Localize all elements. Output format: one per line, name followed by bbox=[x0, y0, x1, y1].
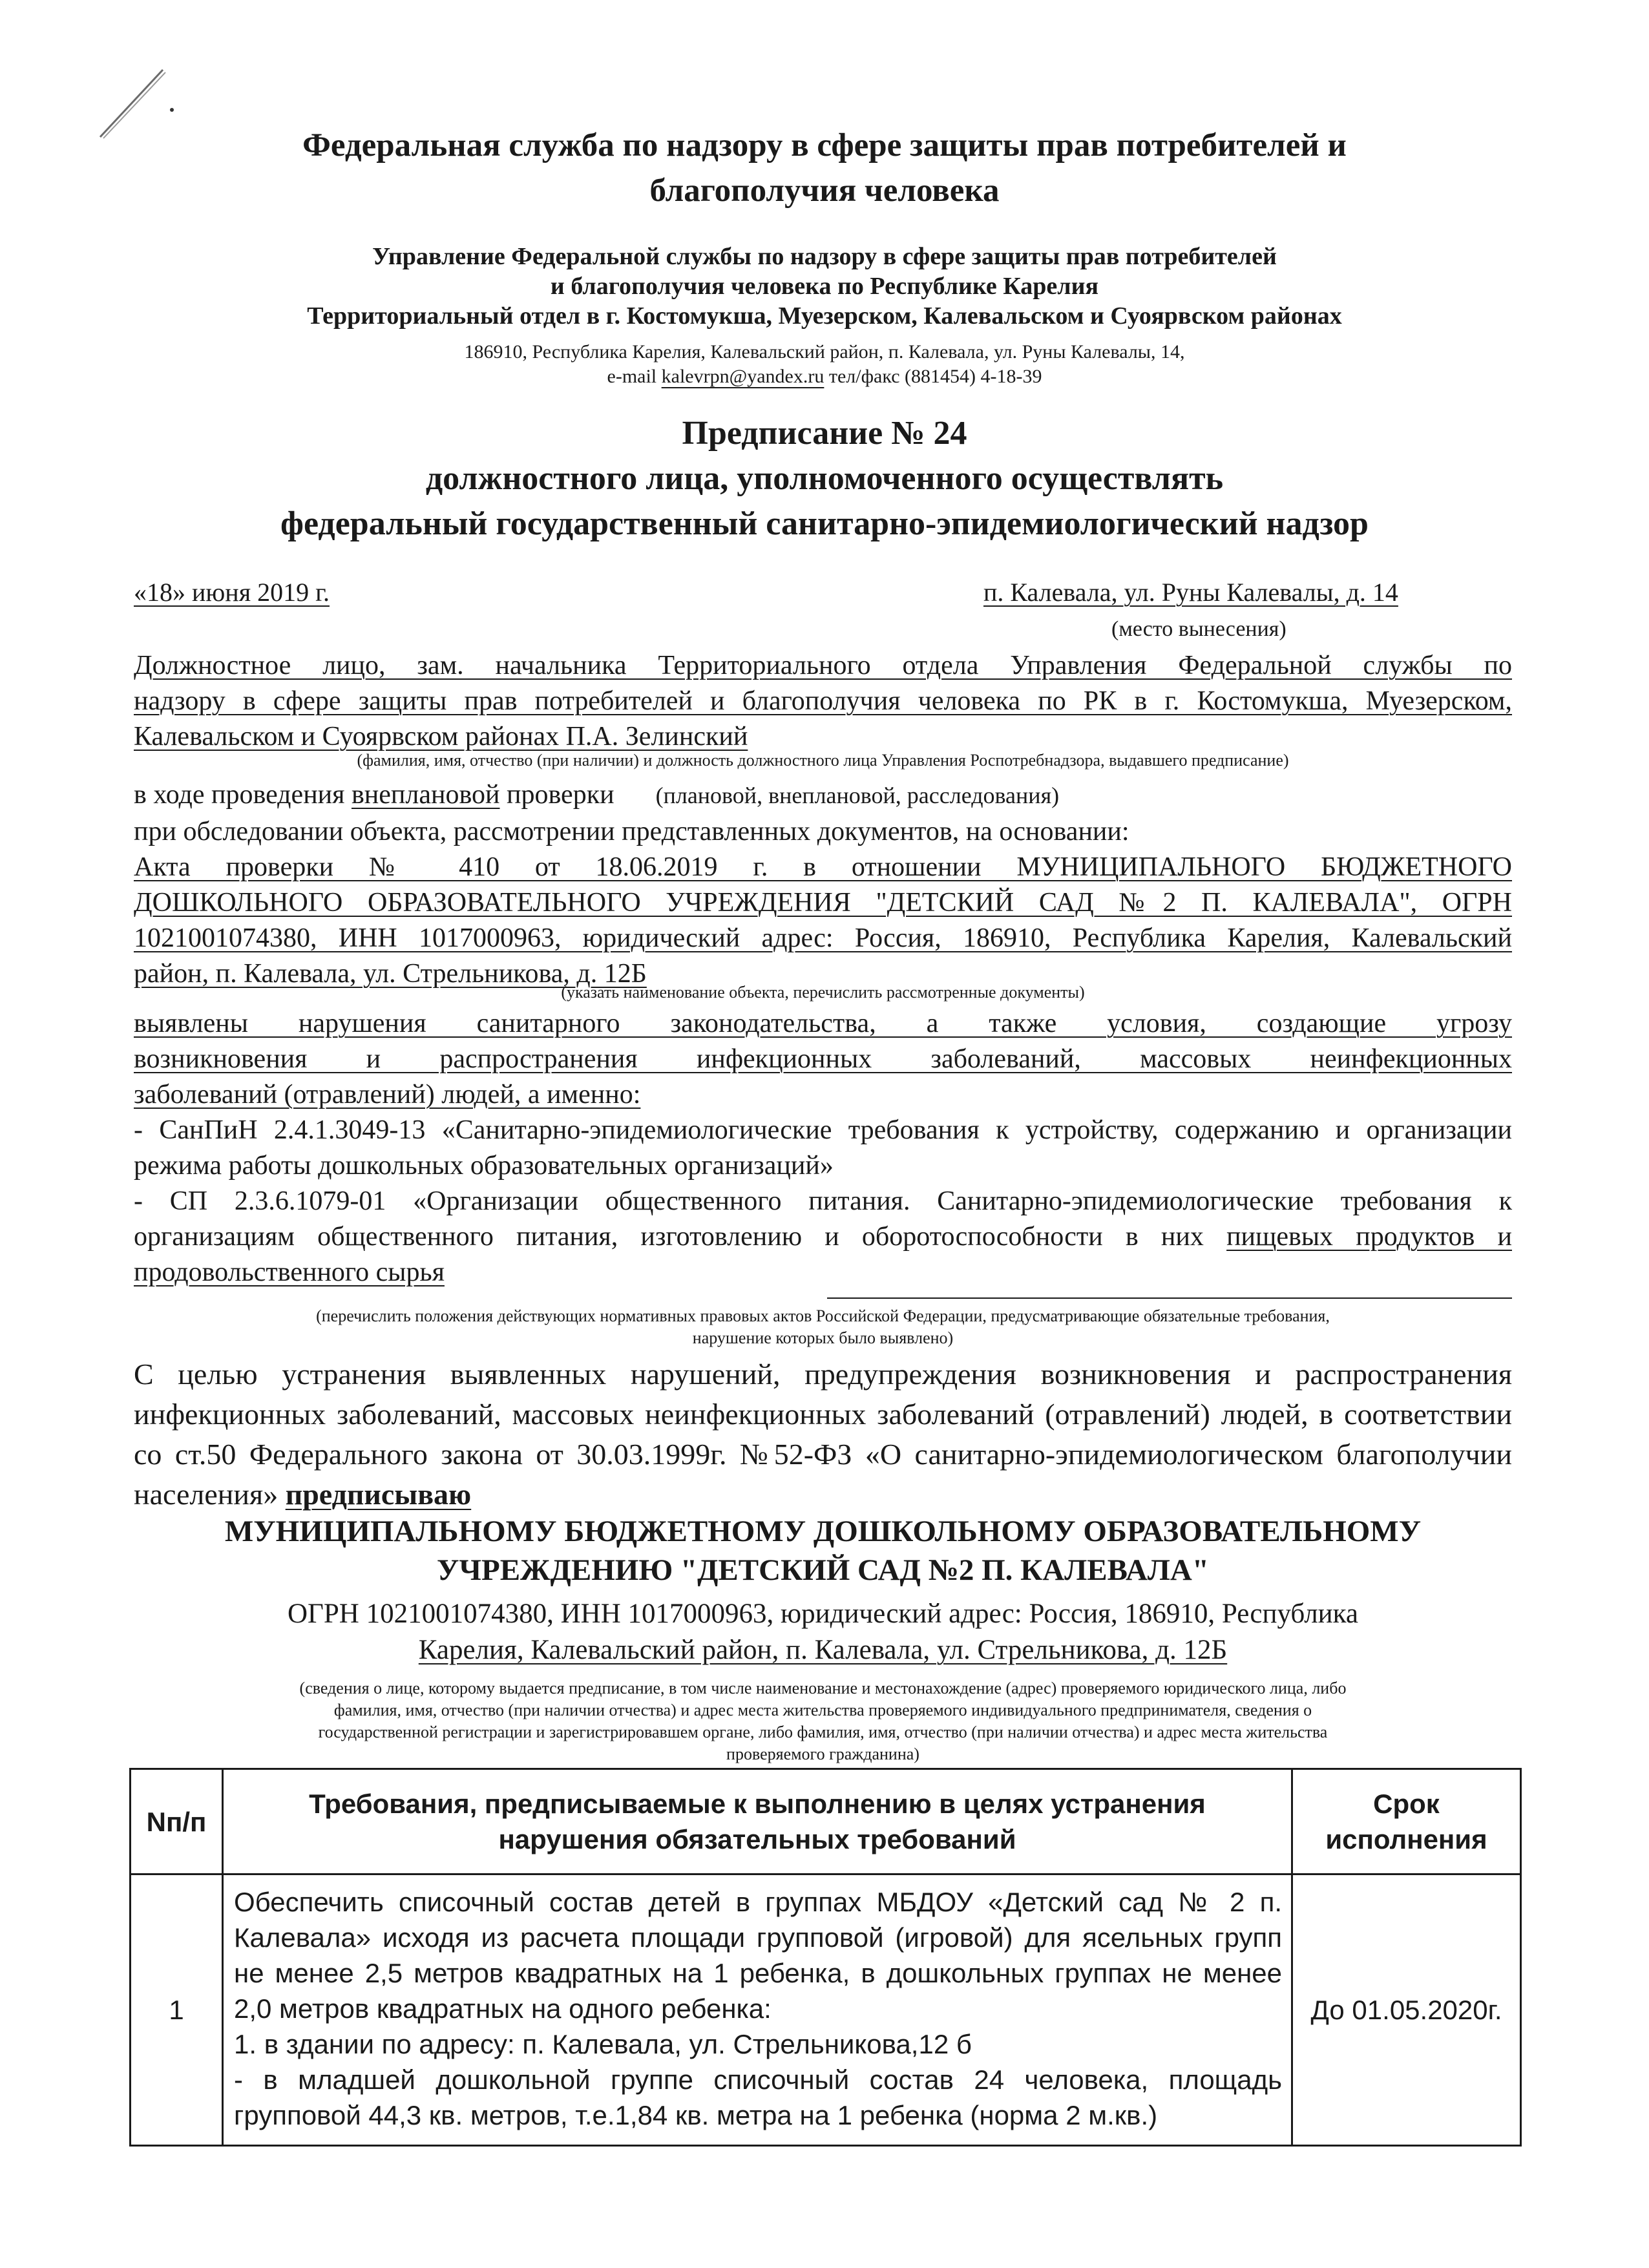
basis-caption: (указать наименование объекта, перечислить рассмотренные документы) bbox=[561, 983, 1085, 1002]
recipient-caption bbox=[134, 1677, 1512, 1765]
check-suffix: проверки bbox=[499, 780, 614, 810]
order-place: п. Калевала, ул. Руны Калевалы, д. 14 bbox=[983, 578, 1398, 607]
norms-caption bbox=[134, 1305, 1512, 1349]
check-prefix: в ходе проведения bbox=[134, 780, 352, 810]
row-num: 1 bbox=[131, 1874, 223, 2146]
department-block bbox=[97, 242, 1552, 331]
basis-line3: 1021001074380, ИНН 1017000963, юридический адрес: Россия, 186910, Республика Карелия, Калевальский bbox=[134, 923, 1512, 953]
check-options: (плановой, внеплановой, расследования) bbox=[655, 782, 1060, 808]
department-line1: Управление Федеральной службы по надзору в сфере защиты прав потребителей bbox=[372, 243, 1277, 270]
header-num: Nп/п bbox=[131, 1769, 223, 1874]
department-line2: и благополучия человека по Республике Карелия bbox=[550, 273, 1099, 300]
recipient-caption-line2: фамилия, имя, отчество (при наличии отчества) и адрес места жительства проверяемого индивидуального предпринимателя, сведения о bbox=[333, 1701, 1312, 1719]
official-line1: Должностное лицо, зам. начальника Территориального отдела Управления Федеральной службы по bbox=[134, 651, 1512, 680]
norms-underline bbox=[827, 1297, 1512, 1299]
recipient-requisites bbox=[134, 1596, 1512, 1668]
requirements-table bbox=[129, 1768, 1522, 2147]
norm-sanpin: - СанПиН 2.4.1.3049-13 «Санитарно-эпидемиологические требования к устройству, содержанию и организации режима работы дошкольных образовательных организаций» bbox=[134, 1115, 1512, 1181]
agency-title bbox=[97, 123, 1552, 213]
row-deadline: До 01.05.2020г. bbox=[1292, 1874, 1521, 2146]
prescription-verb: предписываю bbox=[285, 1478, 472, 1511]
order-title bbox=[97, 411, 1552, 547]
table-header-row bbox=[131, 1769, 1521, 1874]
recipient-name-line1: МУНИЦИПАЛЬНОМУ БЮДЖЕТНОМУ ДОШКОЛЬНОМУ ОБРАЗОВАТЕЛЬНОМУ bbox=[224, 1515, 1422, 1548]
header-requirement-line1: Требования, предписываемые к выполнению в целях устранения bbox=[309, 1789, 1206, 1819]
header-deadline-line2: исполнения bbox=[1325, 1824, 1487, 1854]
order-number: Предписание № 24 bbox=[682, 415, 967, 452]
header-requirement-line2: нарушения обязательных требований bbox=[498, 1824, 1016, 1854]
norm-sp-end: пищевых продуктов и продовольственного сырья bbox=[134, 1222, 1512, 1287]
agency-title-line1: Федеральная служба по надзору в сфере защиты прав потребителей и bbox=[302, 127, 1347, 163]
violations-line2: возникновения и распространения инфекционных заболеваний, массовых неинфекционных bbox=[134, 1044, 1512, 1074]
agency-title-line2: благополучия человека bbox=[649, 173, 1000, 209]
recipient-name-line2: УЧРЕЖДЕНИЮ "ДЕТСКИЙ САД №2 П. КАЛЕВАЛА" bbox=[437, 1553, 1209, 1587]
recipient-caption-line1: (сведения о лице, которому выдается предписание, в том числе наименование и местонахождение (адрес) проверяемого юридического лица, либо bbox=[299, 1679, 1347, 1697]
row-requirement bbox=[223, 1874, 1292, 2146]
basis-line4: район, п. Калевала, ул. Стрельникова, д. 12Б bbox=[134, 959, 647, 989]
violations-paragraph bbox=[134, 1006, 1512, 1290]
norms-caption-line1: (перечислить положения действующих нормативных правовых актов Российской Федерации, предусматривающие обязательные требования, bbox=[316, 1307, 1330, 1325]
official-paragraph bbox=[134, 648, 1512, 755]
recipient-caption-line3: государственной регистрации и зарегистрировавшем органе, либо фамилия, имя, отчество (при наличии отчества) и адрес места жительства bbox=[318, 1723, 1328, 1741]
order-title-line3: федеральный государственный санитарно-эпидемиологический надзор bbox=[280, 505, 1369, 542]
header-deadline bbox=[1292, 1769, 1521, 1874]
violations-line3: заболеваний (отравлений) людей, а именно: bbox=[134, 1080, 641, 1109]
address-block bbox=[97, 340, 1552, 389]
table-row bbox=[131, 1874, 1521, 2146]
norms-caption-line2: нарушение которых было выявлено) bbox=[692, 1328, 954, 1347]
basis-paragraph bbox=[134, 814, 1512, 992]
requirement-detail: - в младшей дошкольной группе списочный состав 24 человека, площадь групповой 44,3 кв. метров, т.е.1,84 кв. метра на 1 ребенка (норма 2 м.кв.) bbox=[234, 2064, 1282, 2130]
order-date: «18» июня 2019 г. bbox=[134, 578, 330, 607]
recipient-req-line2: Карелия, Калевальский район, п. Калевала, ул. Стрельникова, д. 12Б bbox=[418, 1635, 1228, 1665]
check-type-line bbox=[134, 777, 1512, 814]
check-type: внеплановой bbox=[351, 780, 500, 810]
official-caption: (фамилия, имя, отчество (при наличии) и должность должностного лица Управления Роспотребнадзора, выдавшего предписание) bbox=[357, 751, 1289, 770]
basis-line2: ДОШКОЛЬНОГО ОБРАЗОВАТЕЛЬНОГО УЧРЕЖДЕНИЯ "ДЕТСКИЙ САД №2 П. КАЛЕВАЛА", ОГРН bbox=[134, 888, 1512, 918]
official-line3: Калевальском и Суоярвском районах П.А. Зелинский bbox=[134, 722, 748, 751]
violations-line1: выявлены нарушения санитарного законодательства, а также условия, создающие угрозу bbox=[134, 1009, 1512, 1038]
email-link[interactable]: kalevrpn@yandex.ru bbox=[661, 366, 824, 387]
norm-sp-text: - СП 2.3.6.1079-01 «Организации общественного питания. Санитарно-эпидемиологические требования к организациям общественного питания, изготовлению и оборотоспособности в них bbox=[134, 1186, 1512, 1252]
requirement-item: 1. в здании по адресу: п. Калевала, ул. Стрельникова,12 б bbox=[234, 2029, 972, 2059]
prescription-paragraph bbox=[134, 1354, 1512, 1515]
postal-address: 186910, Республика Карелия, Калевальский район, п. Калевала, ул. Руны Калевалы, 14, bbox=[464, 341, 1185, 362]
requirement-main: Обеспечить списочный состав детей в группах МБДОУ «Детский сад № 2 п. Калевала» исходя из расчета площади групповой (игровой) для ясельных групп не менее 2,5 метров квадратных на 1 ребенка, в дошкольных группах не менее 2,0 метров квадратных на одного ребенка: bbox=[234, 1887, 1282, 2024]
recipient-caption-line4: проверяемого гражданина) bbox=[726, 1745, 919, 1763]
header-requirement bbox=[223, 1769, 1292, 1874]
recipient-req-line1: ОГРН 1021001074380, ИНН 1017000963, юридический адрес: Россия, 186910, Республика bbox=[287, 1599, 1358, 1629]
basis-intro: при обследовании объекта, рассмотрении представленных документов, на основании: bbox=[134, 817, 1129, 846]
recipient-name bbox=[134, 1512, 1512, 1590]
phone-fax: тел/факс (881454) 4-18-39 bbox=[824, 366, 1042, 387]
territorial-office: Территориальный отдел в г. Костомукша, Муезерском, Калевальском и Суоярвском районах bbox=[307, 302, 1342, 330]
contacts-line bbox=[97, 364, 1552, 389]
prescription-text: С целью устранения выявленных нарушений, предупреждения возникновения и распространения инфекционных заболеваний, массовых неинфекционных заболеваний (отравлений) людей, в соответствии со ст.50 Федерального закона от 30.03.1999г. №52-ФЗ «О санитарно-эпидемиологическом благополучии населения» bbox=[134, 1358, 1512, 1511]
official-line2: надзору в сфере защиты прав потребителей и благополучия человека по РК в г. Костомукша, Муезерском, bbox=[134, 686, 1512, 716]
norm-sp bbox=[134, 1184, 1512, 1290]
place-caption: (место вынесения) bbox=[1111, 617, 1287, 641]
header-deadline-line1: Срок bbox=[1373, 1789, 1440, 1819]
order-title-line2: должностного лица, уполномоченного осуществлять bbox=[425, 460, 1224, 497]
basis-line1: Акта проверки № 410 от 18.06.2019 г. в отношении МУНИЦИПАЛЬНОГО БЮДЖЕТНОГО bbox=[134, 852, 1512, 882]
email-prefix: e-mail bbox=[607, 366, 662, 387]
